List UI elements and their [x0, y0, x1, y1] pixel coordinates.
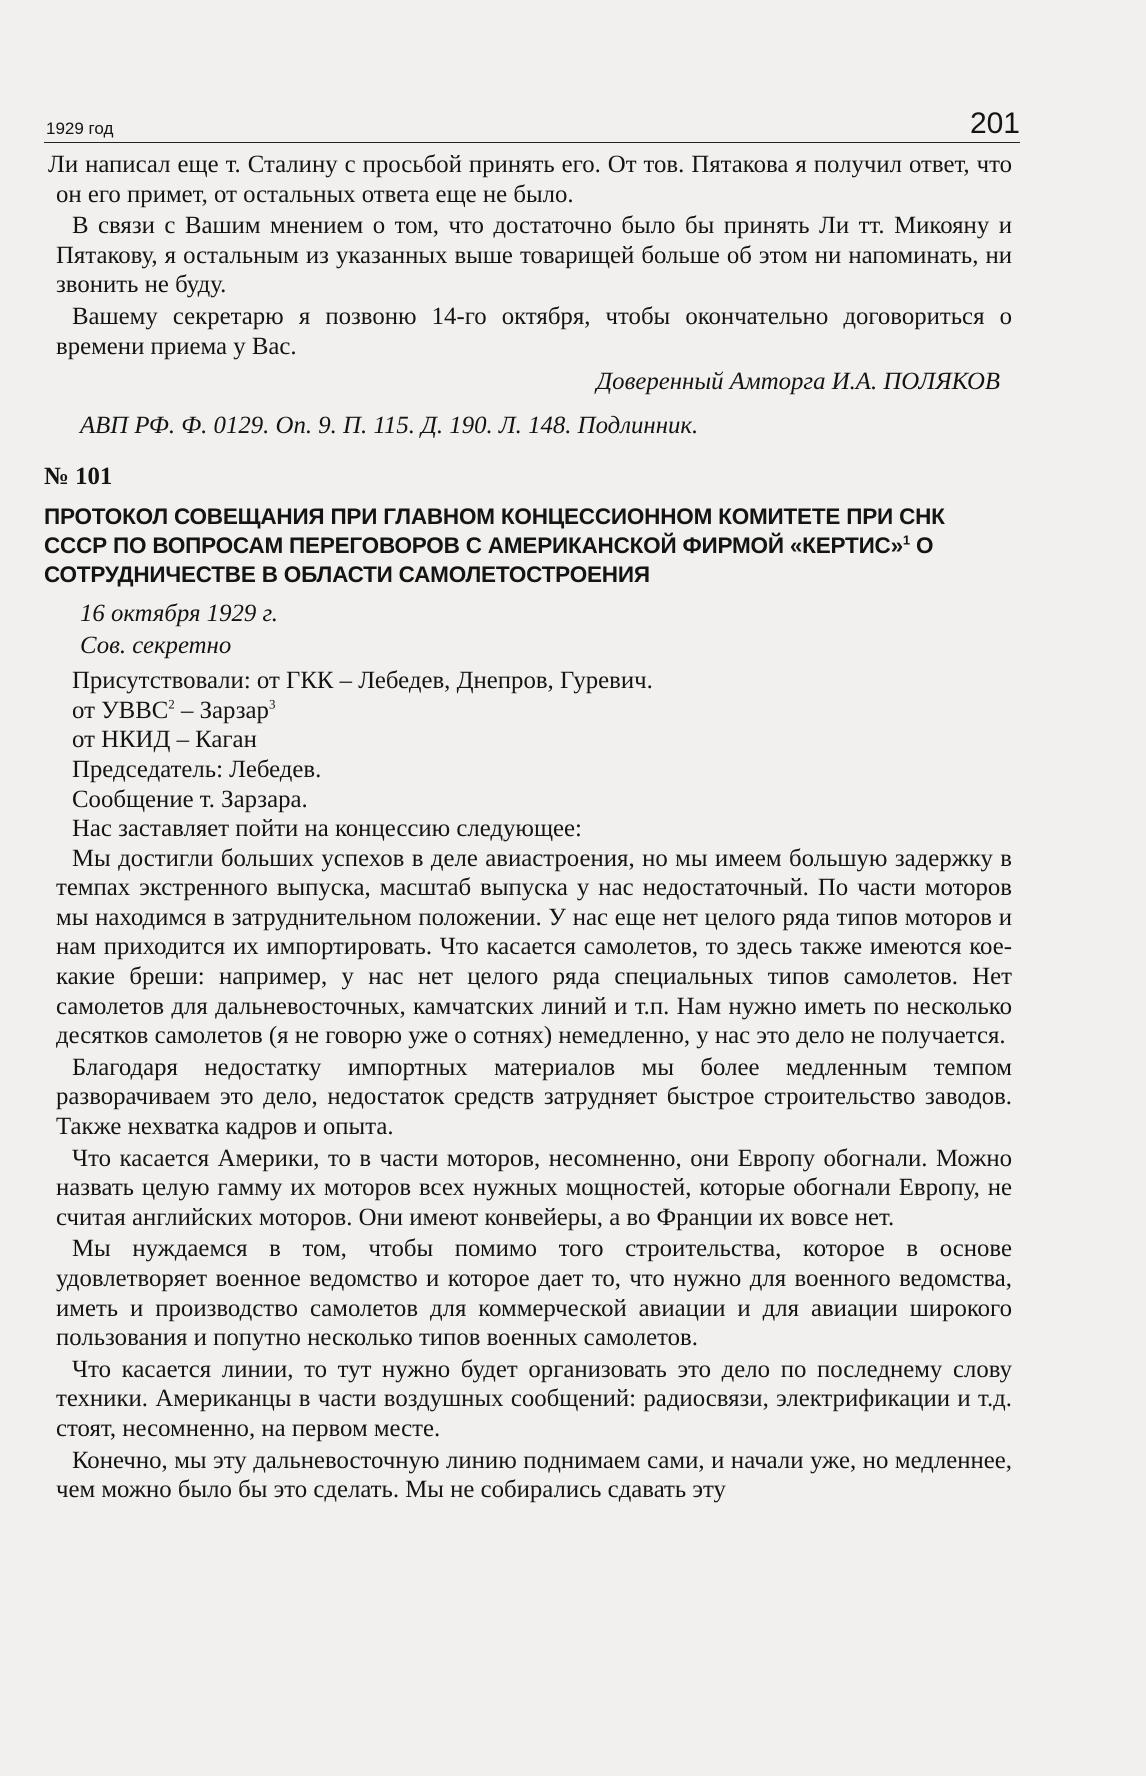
document-number: № 101 — [44, 463, 113, 491]
page-body — [44, 150, 1012, 1507]
protocol-paragraph: Мы нуждаемся в том, чтобы помимо того строительства, которое в основе удовлетворяет военное ведомство и которое дает то, что нужно для военного ведомства, иметь и производство самолетов для коммерческой авиации и для авиации широкого пользования и попутно несколько типов военных самолетов. — [56, 1235, 1012, 1352]
attendees-uvvs: от УВВС$^2$ – Зарзар$^3$ — [72, 696, 276, 724]
running-header — [44, 108, 1020, 143]
letter-paragraph: Вашему секретарю я позвоню 14-го октября, чтобы окончательно договориться о времени приема у Вас. — [56, 302, 1012, 360]
protocol-paragraph: Конечно, мы эту дальневосточную линию поднимаем сами, и начали уже, но медленнее, чем можно было бы это сделать. Мы не собирались сдавать эту — [56, 1446, 1012, 1504]
header-year: 1929 год — [46, 119, 114, 138]
protocol-paragraph: Благодаря недостатку импортных материалов мы более медленным темпом разворачиваем это дело, недостаток средств затрудняет быстрое строительство заводов. Также нехватка кадров и опыта. — [56, 1053, 1012, 1141]
message-line: Сообщение т. Зарзара. — [72, 785, 308, 813]
signature: Доверенный Амторга И.А. ПОЛЯКОВ — [596, 368, 1000, 396]
attendees-nkid: от НКИД – Каган — [72, 726, 257, 754]
title-tail: О СОТРУДНИЧЕСТВЕ В ОБЛАСТИ САМОЛЕТОСТРОЕНИЯ — [44, 532, 934, 587]
footnote-marker: 1 — [902, 532, 910, 548]
title-main: ПРОТОКОЛ СОВЕЩАНИЯ ПРИ ГЛАВНОМ КОНЦЕССИОННОМ КОМИТЕТЕ ПРИ СНК СССР ПО ВОПРОСАМ ПЕРЕГОВОРОВ С АМЕРИКАНСКОЙ ФИРМОЙ «КЕРТИС» — [44, 503, 945, 558]
footnote-marker: 3 — [268, 696, 276, 712]
attendees-line: Присутствовали: от ГКК – Лебедев, Днепров, Гуревич. — [72, 667, 653, 695]
intro-line: Нас заставляет пойти на концессию следующее: — [72, 815, 582, 843]
chairman-line: Председатель: Лебедев. — [72, 755, 322, 783]
letter-paragraph: Ли написал еще т. Сталину с просьбой принять его. От тов. Пятакова я получил ответ, что он его примет, от остальных ответа еще не было. — [48, 151, 1012, 208]
page-number: 201 — [969, 107, 1020, 140]
document-title — [44, 502, 1012, 589]
document-date: 16 октября 1929 г. — [80, 599, 279, 627]
footnote-marker: 2 — [168, 696, 175, 712]
protocol-paragraph: Что касается линии, то тут нужно будет организовать это дело по последнему слову техники. Американцы в части воздушных сообщений: радиосвязи, электрификации и т.д. стоят, несомненно, на первом месте. — [56, 1355, 1012, 1442]
archive-reference: АВП РФ. Ф. 0129. Оп. 9. П. 115. Д. 190. Л. 148. Подлинник. — [80, 411, 699, 439]
letter-paragraph: В связи с Вашим мнением о том, что достаточно было бы принять Ли тт. Микояну и Пятакову, я остальным из указанных выше товарищей больше об этом ни напоминать, ни звонить не буду. — [56, 212, 1012, 299]
protocol-paragraph: Что касается Америки, то в части моторов, несомненно, они Европу обогнали. Можно назвать целую гамму их моторов всех нужных мощностей, которые обогнали Европу, не считая английских моторов. Они имеют конвейеры, а во Франции их вовсе нет. — [56, 1144, 1012, 1231]
classification-mark: Сов. секретно — [80, 631, 232, 659]
protocol-paragraph: Мы достигли больших успехов в деле авиастроения, но мы имеем большую задержку в темпах экстренного выпуска, масштаб выпуска у нас недостаточный. По части моторов мы находимся в затруднительном положении. У нас еще нет целого ряда типов моторов и нам приходится их импортировать. Что касается самолетов, то здесь также имеются кое-какие бреши: например, у нас нет целого ряда специальных типов самолетов. Нет самолетов для дальневосточных, камчатских линий и т.п. Нам нужно иметь по несколько десятков самолетов (я не говорю уже о сотнях) немедленно, у нас это дело не получается. — [56, 844, 1012, 1050]
